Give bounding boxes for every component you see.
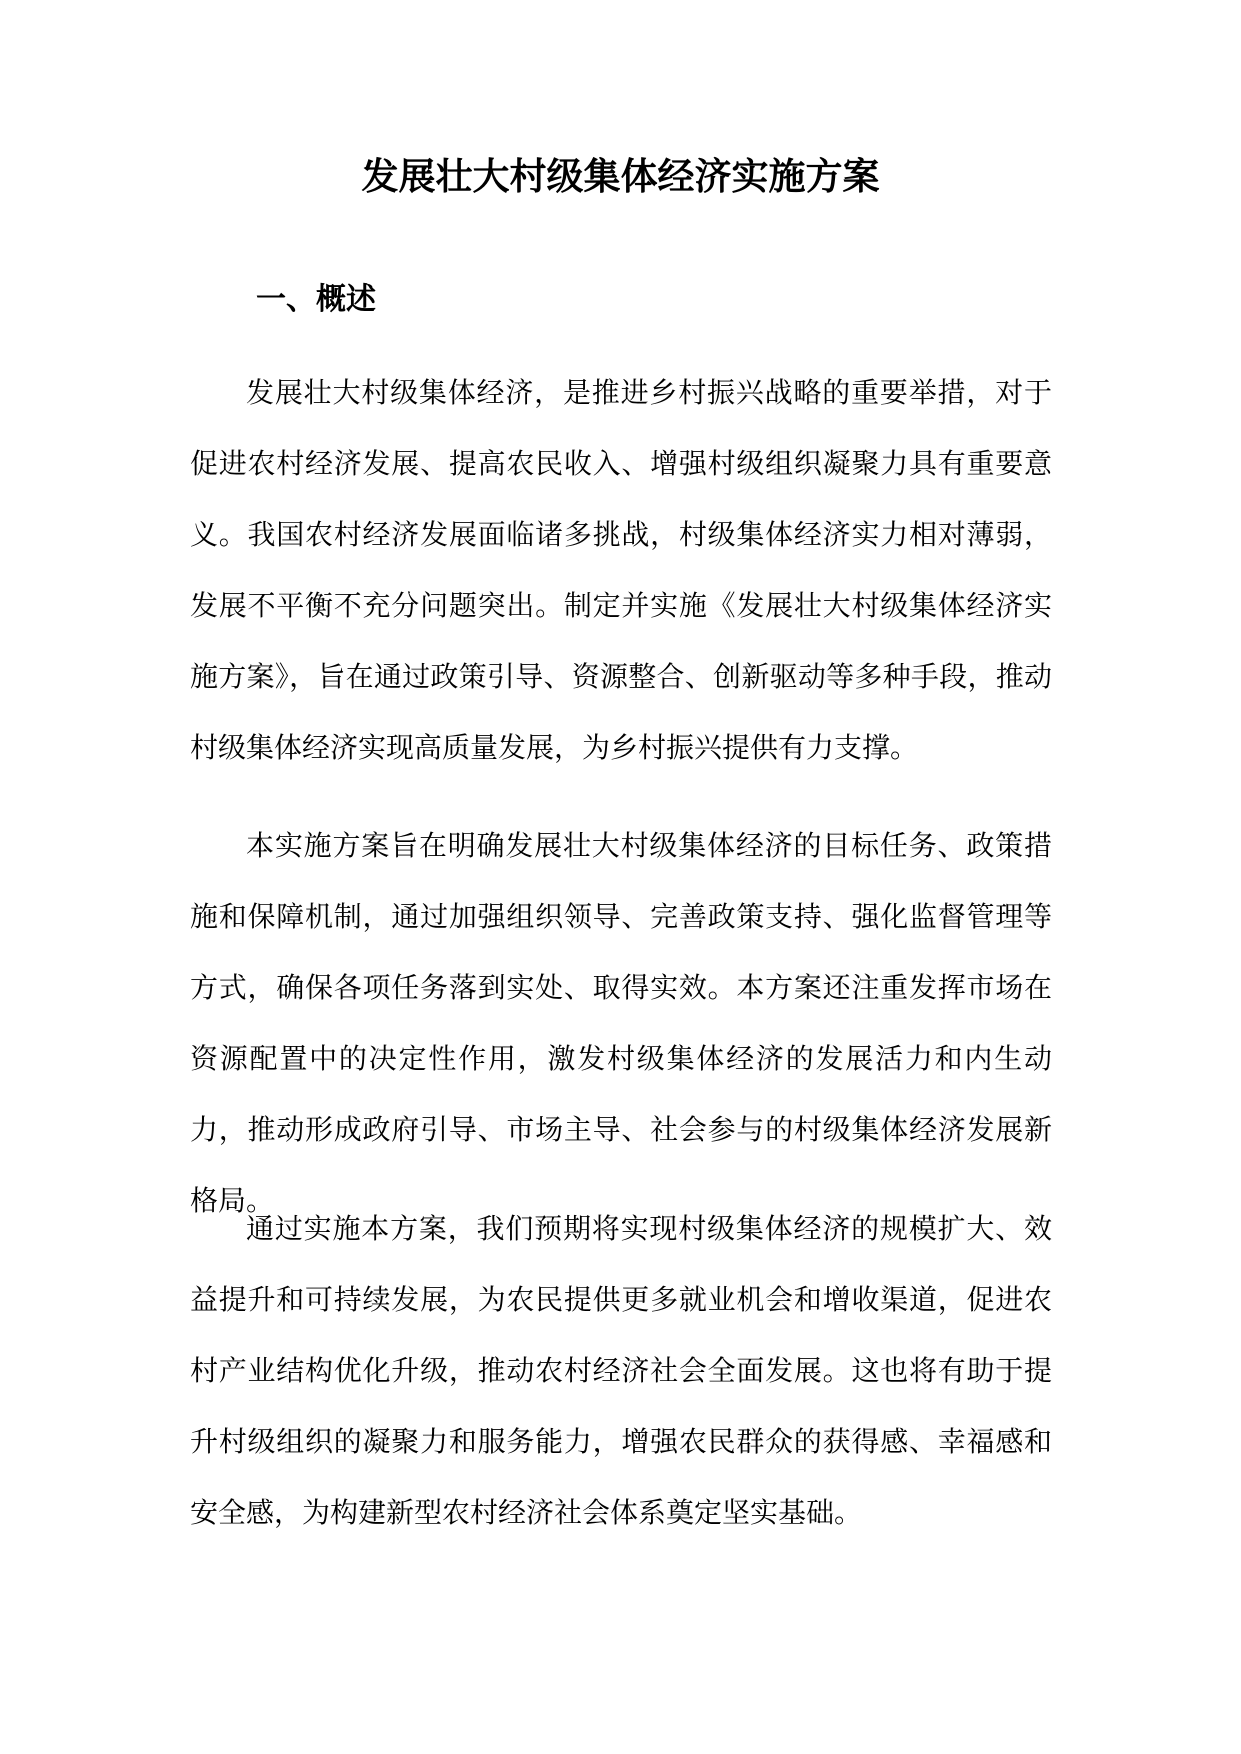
section-heading-overview: 一、概述 — [256, 282, 376, 317]
document-title: 发展壮大村级集体经济实施方案 — [361, 154, 880, 198]
paragraph-1: 发展壮大村级集体经济，是推进乡村振兴战略的重要举措，对于促进农村经济发展、提高农民收入、增强村级组织凝聚力具有重要意义。我国农村经济发展面临诸多挑战，村级集体经济实力相对薄弱，发展不平衡不充分问题突出。制定并实施《发展壮大村级集体经济实施方案》，旨在通过政策引导、资源整合、创新驱动等多种手段，推动村级集体经济实现高质量发展，为乡村振兴提供有力支撑。 — [190, 376, 1052, 764]
paragraph-2: 本实施方案旨在明确发展壮大村级集体经济的目标任务、政策措施和保障机制，通过加强组织领导、完善政策支持、强化监督管理等方式，确保各项任务落到实处、取得实效。本方案还注重发挥市场在资源配置中的决定性作用，激发村级集体经济的发展活力和内生动力，推动形成政府引导、市场主导、社会参与的村级集体经济发展新格局。 — [190, 829, 1052, 1217]
paragraph-3: 通过实施本方案，我们预期将实现村级集体经济的规模扩大、效益提升和可持续发展，为农民提供更多就业机会和增收渠道，促进农村产业结构优化升级，推动农村经济社会全面发展。这也将有助于提升村级组织的凝聚力和服务能力，增强农民群众的获得感、幸福感和安全感，为构建新型农村经济社会体系奠定坚实基础。 — [190, 1212, 1052, 1529]
